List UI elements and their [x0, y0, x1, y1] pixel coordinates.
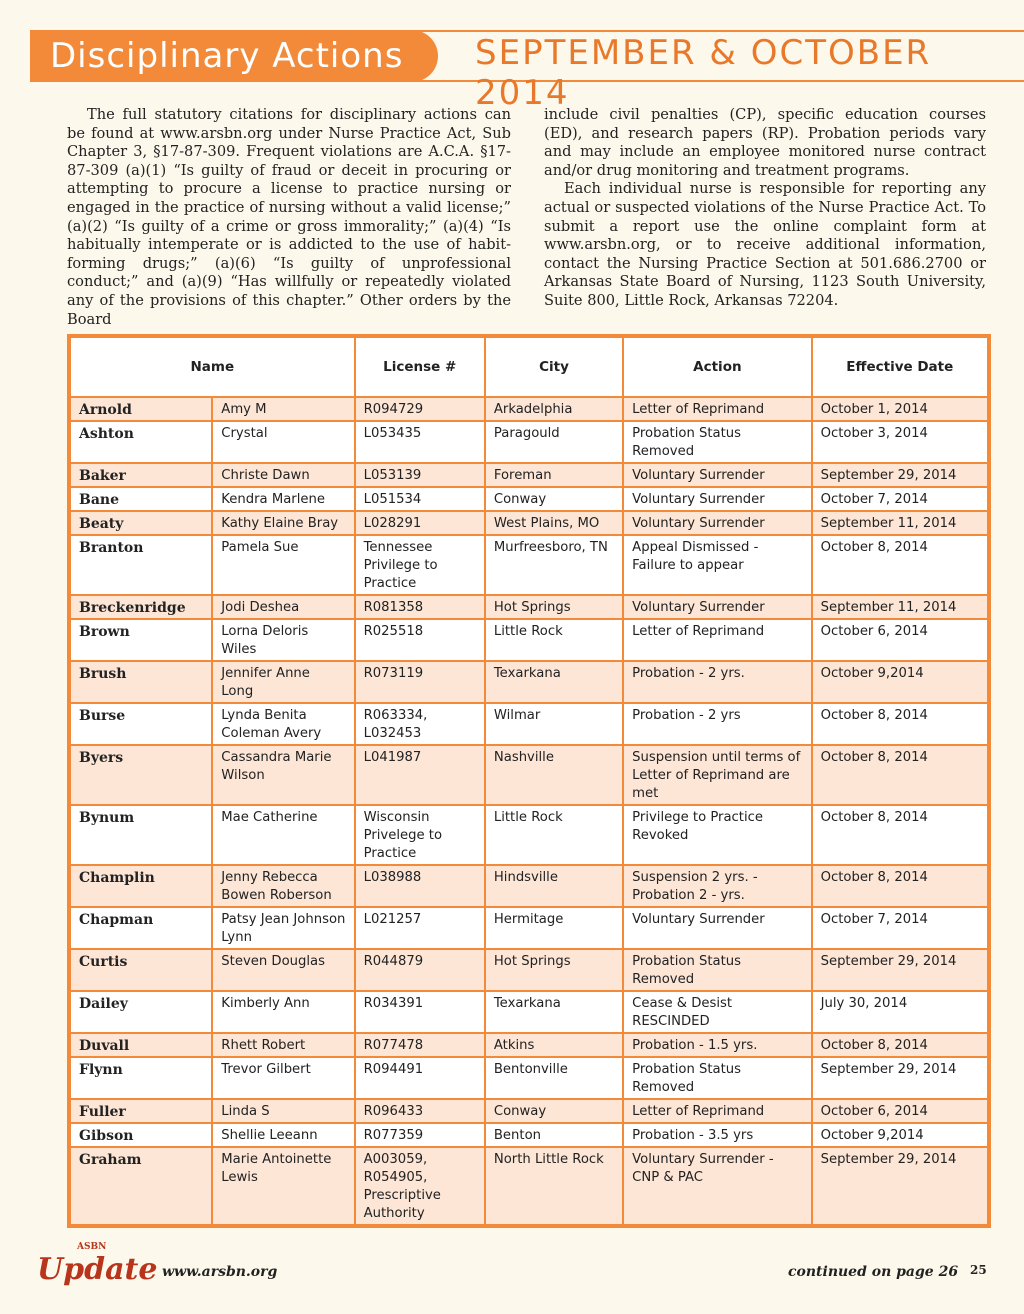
cell-city: Benton [486, 1124, 622, 1146]
table-row [71, 596, 987, 618]
cell-action: Probation - 2 yrs [624, 704, 810, 744]
column-header-city: City [486, 338, 622, 396]
table-row [71, 1034, 987, 1056]
cell-date: October 8, 2014 [813, 704, 987, 744]
cell-first: Jennifer Anne Long [213, 662, 353, 702]
update-logo [37, 1242, 158, 1287]
table-row [71, 704, 987, 744]
table-row [71, 1100, 987, 1122]
cell-last: Flynn [71, 1058, 211, 1098]
table-row [71, 1124, 987, 1146]
cell-action: Voluntary Surrender [624, 596, 810, 618]
cell-city: Texarkana [486, 992, 622, 1032]
cell-city: West Plains, MO [486, 512, 622, 534]
cell-date: July 30, 2014 [813, 992, 987, 1032]
cell-action: Probation - 2 yrs. [624, 662, 810, 702]
cell-last: Baker [71, 464, 211, 486]
cell-last: Duvall [71, 1034, 211, 1056]
cell-city: Nashville [486, 746, 622, 804]
table-row [71, 950, 987, 990]
page-header [0, 30, 1024, 113]
logo-small-text: ASBN [77, 1242, 107, 1252]
cell-action: Cease & Desist RESCINDED [624, 992, 810, 1032]
cell-action: Probation Status Removed [624, 1058, 810, 1098]
cell-license: L053139 [356, 464, 484, 486]
table-body [71, 398, 987, 1224]
intro-paragraph: include civil penalties (CP), specific education courses (ED), and research papers (RP). Probation periods vary and may include an employee monitored nurse contract and/or drug monitoring and treatment programs. [544, 106, 986, 179]
cell-action: Voluntary Surrender [624, 464, 810, 486]
cell-date: October 8, 2014 [813, 536, 987, 594]
cell-city: Hermitage [486, 908, 622, 948]
cell-action: Probation - 3.5 yrs [624, 1124, 810, 1146]
cell-license: R096433 [356, 1100, 484, 1122]
cell-city: Arkadelphia [486, 398, 622, 420]
cell-action: Letter of Reprimand [624, 398, 810, 420]
table-row [71, 746, 987, 804]
cell-date: October 8, 2014 [813, 866, 987, 906]
cell-first: Crystal [213, 422, 353, 462]
table-row [71, 464, 987, 486]
table-row [71, 1058, 987, 1098]
cell-action: Suspension 2 yrs. - Probation 2 - yrs. [624, 866, 810, 906]
cell-date: September 29, 2014 [813, 1148, 987, 1224]
cell-date: October 8, 2014 [813, 1034, 987, 1056]
cell-first: Jenny Rebecca Bowen Roberson [213, 866, 353, 906]
cell-last: Graham [71, 1148, 211, 1224]
cell-city: Wilmar [486, 704, 622, 744]
cell-first: Kimberly Ann [213, 992, 353, 1032]
cell-last: Byers [71, 746, 211, 804]
cell-first: Shellie Leeann [213, 1124, 353, 1146]
cell-date: October 9,2014 [813, 1124, 987, 1146]
cell-first: Rhett Robert [213, 1034, 353, 1056]
cell-action: Voluntary Surrender [624, 908, 810, 948]
cell-action: Voluntary Surrender [624, 512, 810, 534]
cell-first: Steven Douglas [213, 950, 353, 990]
cell-action: Letter of Reprimand [624, 1100, 810, 1122]
cell-first: Christe Dawn [213, 464, 353, 486]
logo-text: Update [37, 1252, 158, 1287]
cell-license: R073119 [356, 662, 484, 702]
cell-action: Letter of Reprimand [624, 620, 810, 660]
cell-last: Brush [71, 662, 211, 702]
cell-date: October 6, 2014 [813, 1100, 987, 1122]
table-row [71, 512, 987, 534]
cell-license: L038988 [356, 866, 484, 906]
table-row [71, 422, 987, 462]
cell-last: Ashton [71, 422, 211, 462]
cell-license: L051534 [356, 488, 484, 510]
issue-date: SEPTEMBER & OCTOBER 2014 [475, 33, 932, 113]
disciplinary-table-frame [67, 334, 991, 1228]
cell-first: Lorna Deloris Wiles [213, 620, 353, 660]
cell-last: Bane [71, 488, 211, 510]
cell-city: Little Rock [486, 806, 622, 864]
cell-last: Beaty [71, 512, 211, 534]
table-row [71, 1148, 987, 1224]
cell-action: Probation Status Removed [624, 422, 810, 462]
cell-license: A003059, R054905, Prescriptive Authority [356, 1148, 484, 1224]
cell-first: Trevor Gilbert [213, 1058, 353, 1098]
cell-first: Linda S [213, 1100, 353, 1122]
cell-first: Marie Antoinette Lewis [213, 1148, 353, 1224]
intro-paragraph: The full statutory citations for disciplinary actions can be found at www.arsbn.org under Nurse Practice Act, Sub Chapter 3, §17-87-309. Frequent violations are A.C.A. §17-87-309 (a)(1) “Is guilty of fraud or deceit in procuring or attempting to procure a license to practice nursing or engaged in the practice of nursing without a valid license;” (a)(2) “Is guilty of a crime or gross immorality;” (a)(4) “Is habitually intemperate or is addicted to the use of habit-forming drugs;” (a)(6) “Is guilty of unprofessional conduct;” and (a)(9) “Has willfully or repeatedly violated any of the provisions of this chapter.” Other orders by the Board [67, 106, 511, 328]
cell-license: R077359 [356, 1124, 484, 1146]
cell-license: L021257 [356, 908, 484, 948]
cell-date: October 9,2014 [813, 662, 987, 702]
cell-date: October 6, 2014 [813, 620, 987, 660]
cell-license: R034391 [356, 992, 484, 1032]
cell-last: Brown [71, 620, 211, 660]
cell-license: R081358 [356, 596, 484, 618]
cell-last: Breckenridge [71, 596, 211, 618]
cell-first: Kathy Elaine Bray [213, 512, 353, 534]
cell-city: Bentonville [486, 1058, 622, 1098]
table-row [71, 620, 987, 660]
cell-last: Bynum [71, 806, 211, 864]
cell-city: Murfreesboro, TN [486, 536, 622, 594]
cell-action: Voluntary Surrender - CNP & PAC [624, 1148, 810, 1224]
cell-license: Tennessee Privilege to Practice [356, 536, 484, 594]
table-row [71, 908, 987, 948]
cell-license: L053435 [356, 422, 484, 462]
table-row [71, 992, 987, 1032]
cell-date: October 3, 2014 [813, 422, 987, 462]
cell-city: Paragould [486, 422, 622, 462]
column-header-license: License # [356, 338, 484, 396]
cell-last: Gibson [71, 1124, 211, 1146]
cell-city: Atkins [486, 1034, 622, 1056]
cell-last: Curtis [71, 950, 211, 990]
cell-first: Cassandra Marie Wilson [213, 746, 353, 804]
section-tab [30, 30, 438, 82]
cell-city: Hot Springs [486, 596, 622, 618]
cell-first: Mae Catherine [213, 806, 353, 864]
table-row [71, 398, 987, 420]
cell-last: Branton [71, 536, 211, 594]
column-header-action: Action [624, 338, 810, 396]
cell-city: Hindsville [486, 866, 622, 906]
cell-city: North Little Rock [486, 1148, 622, 1224]
table-row [71, 866, 987, 906]
cell-city: Little Rock [486, 620, 622, 660]
cell-action: Probation Status Removed [624, 950, 810, 990]
cell-action: Probation - 1.5 yrs. [624, 1034, 810, 1056]
cell-city: Conway [486, 488, 622, 510]
cell-last: Champlin [71, 866, 211, 906]
cell-first: Amy M [213, 398, 353, 420]
section-title: Disciplinary Actions [50, 36, 404, 76]
cell-action: Voluntary Surrender [624, 488, 810, 510]
cell-last: Arnold [71, 398, 211, 420]
cell-first: Pamela Sue [213, 536, 353, 594]
cell-date: October 7, 2014 [813, 488, 987, 510]
cell-license: R094491 [356, 1058, 484, 1098]
cell-city: Hot Springs [486, 950, 622, 990]
cell-date: October 7, 2014 [813, 908, 987, 948]
table-row [71, 488, 987, 510]
cell-license: R044879 [356, 950, 484, 990]
column-header-date: Effective Date [813, 338, 987, 396]
intro-paragraph: Each individual nurse is responsible for reporting any actual or suspected violations of the Nurse Practice Act. To submit a report use the online complaint form at www.arsbn.org, or to receive additional information, contact the Nursing Practice Section at 501.686.2700 or Arkansas State Board of Nursing, 1123 South University, Suite 800, Little Rock, Arkansas 72204. [544, 180, 986, 309]
cell-license: L028291 [356, 512, 484, 534]
cell-action: Appeal Dismissed - Failure to appear [624, 536, 810, 594]
cell-date: October 1, 2014 [813, 398, 987, 420]
cell-last: Burse [71, 704, 211, 744]
table-row [71, 536, 987, 594]
disciplinary-table [69, 336, 989, 1226]
cell-license: Wisconsin Privelege to Practice [356, 806, 484, 864]
cell-first: Jodi Deshea [213, 596, 353, 618]
page-number: 25 [970, 1263, 987, 1277]
table-row [71, 662, 987, 702]
cell-first: Kendra Marlene [213, 488, 353, 510]
cell-date: October 8, 2014 [813, 746, 987, 804]
cell-first: Patsy Jean Johnson Lynn [213, 908, 353, 948]
cell-license: R094729 [356, 398, 484, 420]
cell-city: Conway [486, 1100, 622, 1122]
cell-first: Lynda Benita Coleman Avery [213, 704, 353, 744]
cell-last: Dailey [71, 992, 211, 1032]
cell-last: Fuller [71, 1100, 211, 1122]
cell-city: Texarkana [486, 662, 622, 702]
intro-left-column [67, 106, 511, 329]
column-header-name: Name [71, 338, 354, 396]
cell-date: September 11, 2014 [813, 512, 987, 534]
cell-date: September 11, 2014 [813, 596, 987, 618]
cell-action: Privilege to Practice Revoked [624, 806, 810, 864]
cell-city: Foreman [486, 464, 622, 486]
cell-license: R077478 [356, 1034, 484, 1056]
cell-date: September 29, 2014 [813, 950, 987, 990]
cell-license: L041987 [356, 746, 484, 804]
intro-right-column [544, 106, 986, 311]
table-row [71, 806, 987, 864]
cell-last: Chapman [71, 908, 211, 948]
cell-date: September 29, 2014 [813, 1058, 987, 1098]
cell-date: September 29, 2014 [813, 464, 987, 486]
table-header-row [71, 338, 987, 396]
cell-license: R025518 [356, 620, 484, 660]
continued-note: continued on page 26 [788, 1264, 959, 1280]
cell-action: Suspension until terms of Letter of Reprimand are met [624, 746, 810, 804]
cell-license: R063334, L032453 [356, 704, 484, 744]
footer-url: www.arsbn.org [162, 1264, 278, 1280]
cell-date: October 8, 2014 [813, 806, 987, 864]
